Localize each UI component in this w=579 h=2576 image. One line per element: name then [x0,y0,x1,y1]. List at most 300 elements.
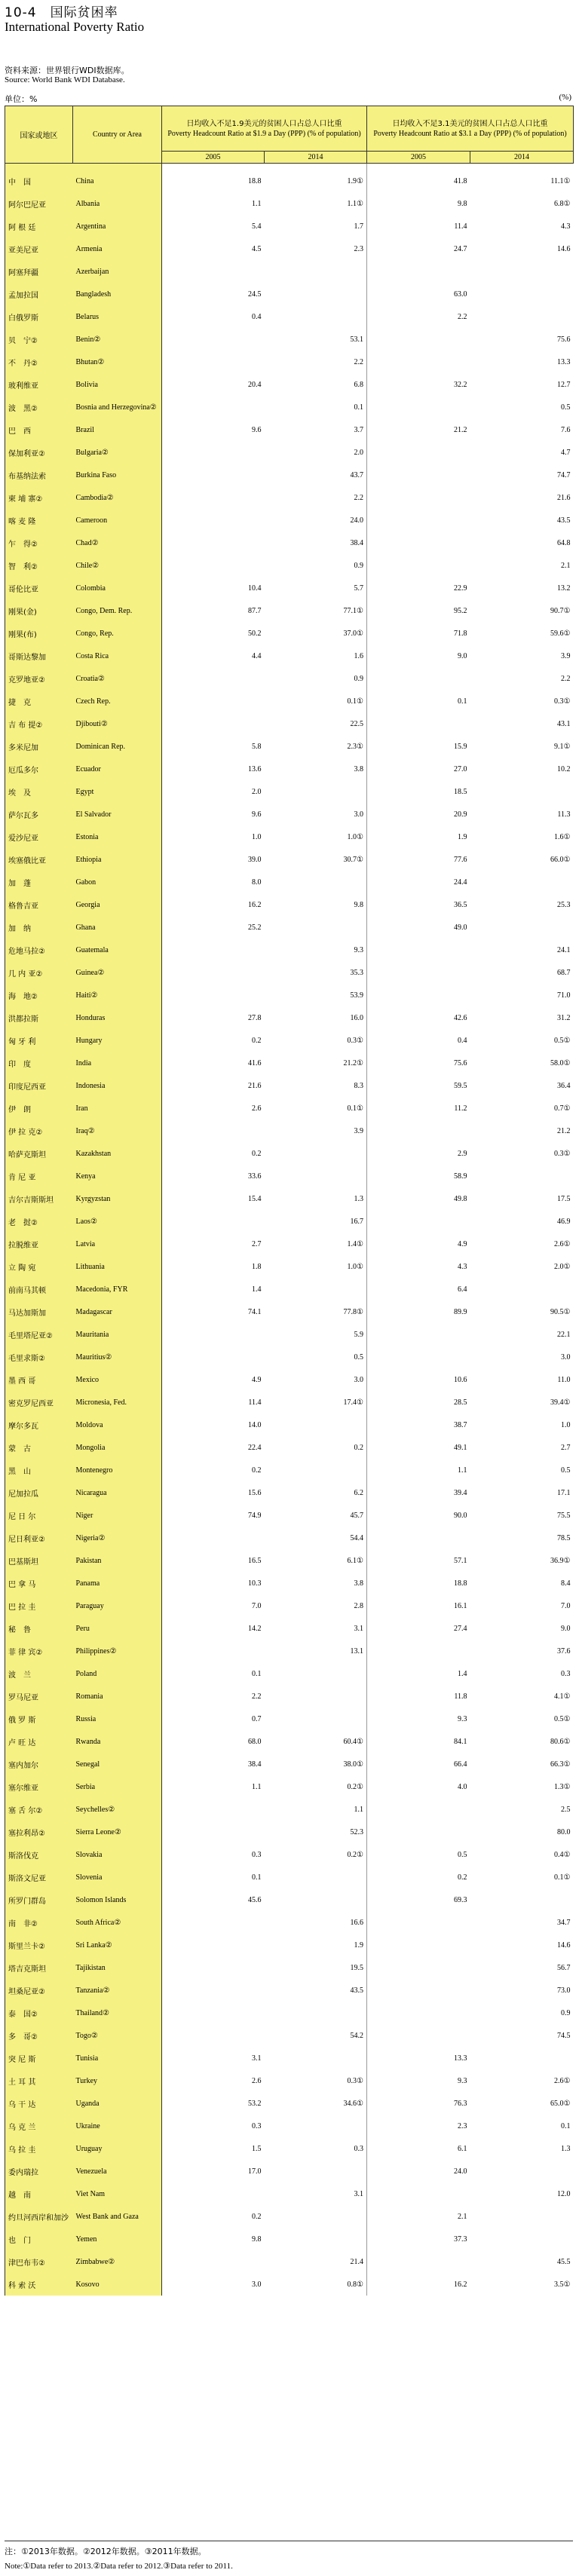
value-1-9-2014: 16.0 [265,1006,367,1029]
value-1-9-2014: 5.7 [265,577,367,599]
country-name-cn: 吉 布 提② [5,712,73,735]
value-3-1-2014: 24.1 [557,945,571,954]
value-1-9-2005: 7.0 [252,1601,262,1610]
table-row [5,622,574,645]
value-1-9-2014: 6.2 [265,1481,367,1504]
table-row [5,1187,574,1210]
value-3-1-2014: 2.5 [561,1805,571,1814]
value-1-9-2014: 0.9 [265,667,367,690]
value-1-9-2014: 1.0① [265,825,367,848]
value-1-9-2014: 13.1 [265,1640,367,1662]
value-3-1-2014: 68.7 [557,968,571,977]
country-name-cn: 菲 律 宾② [5,1640,73,1662]
value-1-9-2005: 4.5 [252,244,262,253]
value-3-1-2005: 24.7 [454,244,467,253]
table-row [5,2069,574,2092]
value-1-9-2014: 1.9 [265,1934,367,1956]
value-1-9-2005: 1.1 [252,199,262,208]
note-chinese: 注：①2013年数据。②2012年数据。③2011年数据。 [5,2547,207,2556]
country-name-en: Montenegro [73,1459,162,1481]
value-3-1-2014: 2.6① [554,2076,571,2085]
value-1-9-2014: 2.8 [265,1594,367,1617]
table-row [5,351,574,373]
title-english: International Poverty Ratio [5,20,145,34]
country-name-en: Bosnia and Herzegovina② [73,396,162,418]
country-name-cn: 克罗地亚② [5,667,73,690]
value-1-9-2005: 9.8 [252,2234,262,2244]
source-chinese: 资料来源：世界银行WDI数据库。 [5,66,130,75]
value-3-1-2005: 20.9 [454,810,467,819]
value-3-1-2005: 71.8 [454,629,467,638]
table-row [5,1481,574,1504]
country-name-cn: 多 哥② [5,2024,73,2047]
value-3-1-2014: 0.5① [554,1036,571,1045]
value-1-9-2005: 2.6 [252,2076,262,2085]
value-3-1-2005: 41.8 [454,176,467,185]
table-row [5,1821,574,1843]
value-3-1-2014 [470,260,574,283]
value-1-9-2005: 15.6 [248,1488,262,1497]
value-3-1-2005 [367,1798,470,1821]
value-1-9-2005: 0.1 [252,1873,262,1882]
value-1-9-2005: 20.4 [248,380,262,389]
table-row [5,373,574,396]
value-1-9-2014: 1.0① [265,1255,367,1278]
value-3-1-2014: 45.5 [557,2257,571,2266]
country-name-en: Mauritius② [73,1346,162,1368]
table-row [5,2250,574,2273]
value-3-1-2014: 43.5 [557,516,571,525]
value-1-9-2005 [162,1640,265,1662]
value-3-1-2014: 8.4 [561,1579,571,1588]
country-name-cn: 喀 麦 隆 [5,509,73,531]
value-3-1-2005: 90.0 [454,1511,467,1520]
country-name-cn: 哥伦比亚 [5,577,73,599]
table-row [5,1617,574,1640]
value-1-9-2005 [162,509,265,531]
country-name-cn: 毛里塔尼亚② [5,1323,73,1346]
value-1-9-2005: 5.4 [252,222,262,231]
value-3-1-2014 [470,780,574,803]
table-row [5,2115,574,2137]
value-3-1-2005: 49.8 [454,1194,467,1203]
value-3-1-2014: 17.1 [557,1488,571,1497]
value-1-9-2014: 0.8① [265,2273,367,2296]
value-3-1-2014: 37.6 [557,1646,571,1656]
table-row [5,758,574,780]
value-1-9-2005: 0.2 [252,2212,262,2221]
country-name-cn: 厄瓜多尔 [5,758,73,780]
value-1-9-2014: 0.2① [265,1775,367,1798]
country-name-en: Latvia [73,1233,162,1255]
value-3-1-2014: 39.4① [550,1398,571,1407]
value-1-9-2005: 18.8 [248,176,262,185]
value-3-1-2005 [367,1821,470,1843]
value-1-9-2005 [162,2182,265,2205]
value-3-1-2005: 6.4 [458,1285,467,1294]
value-3-1-2005: 9.8 [458,199,467,208]
value-1-9-2014 [265,260,367,283]
value-1-9-2014: 6.1① [265,1549,367,1572]
table-row [5,916,574,939]
country-name-en: Dominican Rep. [73,735,162,758]
table-row [5,1979,574,2002]
value-1-9-2005: 0.7 [252,1714,262,1723]
country-name-en: Nicaragua [73,1481,162,1504]
value-3-1-2014: 90.7① [550,606,571,615]
table-row [5,554,574,577]
value-1-9-2005 [162,1323,265,1346]
value-1-9-2014: 24.0 [265,509,367,531]
country-name-en: Kenya [73,1165,162,1187]
value-3-1-2014: 7.6 [561,425,571,434]
value-1-9-2014: 2.3 [265,237,367,260]
value-3-1-2014: 0.3① [554,697,571,706]
value-3-1-2005: 0.5 [458,1850,467,1859]
country-name-en: Brazil [73,418,162,441]
value-1-9-2014: 3.0 [265,803,367,825]
country-name-cn: 阿塞拜疆 [5,260,73,283]
value-3-1-2014: 71.0 [557,991,571,1000]
value-1-9-2005: 4.4 [252,651,262,660]
value-3-1-2014: 12.7 [557,380,571,389]
header-group-1-cn: 日均收入不足1.9美元的贫困人口占总人口比重 [186,119,342,128]
country-name-en: Egypt [73,780,162,803]
country-name-cn: 尼 日 尔 [5,1504,73,1527]
value-3-1-2005 [367,961,470,984]
country-name-cn: 印 度 [5,1052,73,1074]
value-3-1-2014: 0.5① [554,1714,571,1723]
value-3-1-2005: 66.4 [454,1760,467,1769]
value-1-9-2005: 0.2 [252,1036,262,1045]
table-row [5,1866,574,1888]
table-row [5,1210,574,1233]
value-1-9-2005: 0.3 [252,2121,262,2130]
country-name-en: Serbia [73,1775,162,1798]
value-1-9-2005 [162,1979,265,2002]
country-name-cn: 立 陶 宛 [5,1255,73,1278]
country-name-cn: 加 纳 [5,916,73,939]
value-3-1-2005: 0.2 [458,1873,467,1882]
value-1-9-2005 [162,1210,265,1233]
value-3-1-2005 [367,1934,470,1956]
value-3-1-2005 [367,2024,470,2047]
value-3-1-2014: 1.0 [561,1420,571,1429]
value-3-1-2005 [367,712,470,735]
country-name-en: Costa Rica [73,645,162,667]
value-3-1-2005 [367,939,470,961]
country-name-cn: 刚果(布) [5,622,73,645]
value-1-9-2005 [162,712,265,735]
value-3-1-2005 [367,2182,470,2205]
table-row [5,215,574,237]
country-name-en: Chad② [73,531,162,554]
table-row [5,2092,574,2115]
country-name-cn: 塔吉克斯坦 [5,1956,73,1979]
value-1-9-2014: 21.4 [265,2250,367,2273]
country-name-cn: 马达加斯加 [5,1300,73,1323]
value-3-1-2005: 89.9 [454,1307,467,1316]
header-year: 2014 [265,152,367,164]
value-1-9-2014 [265,1459,367,1481]
table-row [5,396,574,418]
country-name-en: Cameroon [73,509,162,531]
value-1-9-2005: 33.6 [248,1172,262,1181]
value-3-1-2014: 34.7 [557,1918,571,1927]
value-3-1-2005 [367,396,470,418]
value-3-1-2005 [367,1979,470,2002]
value-3-1-2005: 75.6 [454,1058,467,1067]
country-name-en: Guatemala [73,939,162,961]
table-row [5,1414,574,1436]
value-1-9-2014: 1.3 [265,1187,367,1210]
country-name-en: China [73,170,162,192]
country-name-cn: 老 挝② [5,1210,73,1233]
country-name-en: Turkey [73,2069,162,2092]
table-row [5,1255,574,1278]
value-3-1-2014: 78.5 [557,1533,571,1542]
table-row [5,1029,574,1052]
value-1-9-2005 [162,260,265,283]
table-row [5,1165,574,1187]
country-name-cn: 塞尔维亚 [5,1775,73,1798]
country-name-cn: 白俄罗斯 [5,305,73,328]
country-name-en: Armenia [73,237,162,260]
value-3-1-2005 [367,531,470,554]
table-row [5,848,574,871]
value-3-1-2005: 22.9 [454,584,467,593]
value-1-9-2014: 3.7 [265,418,367,441]
value-1-9-2014: 52.3 [265,1821,367,1843]
value-1-9-2014: 17.4① [265,1391,367,1414]
table-row [5,1775,574,1798]
table-row [5,1843,574,1866]
value-3-1-2005: 11.2 [454,1104,467,1113]
country-name-cn: 斯里兰卡② [5,1934,73,1956]
country-name-cn: 巴 拿 马 [5,1572,73,1594]
value-1-9-2014 [265,1278,367,1300]
country-name-cn: 塞 舌 尔② [5,1798,73,1821]
country-name-en: Tajikistan [73,1956,162,1979]
table-row [5,192,574,215]
value-3-1-2005: 2.2 [458,312,467,321]
value-3-1-2005: 11.4 [454,222,467,231]
value-1-9-2014: 3.9 [265,1120,367,1142]
header-group-1-en: Poverty Headcount Ratio at $1.9 a Day (PPP) (% of population) [167,129,361,138]
value-3-1-2014 [470,2160,574,2182]
value-1-9-2005 [162,1527,265,1549]
country-name-cn: 保加利亚② [5,441,73,464]
value-1-9-2014: 1.6 [265,645,367,667]
value-3-1-2014: 0.4① [554,1850,571,1859]
value-3-1-2014: 75.5 [557,1511,571,1520]
value-3-1-2014: 64.8 [557,538,571,547]
table-row [5,871,574,893]
country-name-cn: 危地马拉② [5,939,73,961]
value-1-9-2014: 5.9 [265,1323,367,1346]
value-1-9-2005 [162,1346,265,1368]
country-name-en: Rwanda [73,1730,162,1753]
value-3-1-2014: 75.6 [557,335,571,344]
country-name-cn: 匈 牙 利 [5,1029,73,1052]
value-1-9-2005 [162,984,265,1006]
value-1-9-2014: 2.3① [265,735,367,758]
country-name-en: Gabon [73,871,162,893]
table-row [5,893,574,916]
country-name-en: Sri Lanka② [73,1934,162,1956]
value-1-9-2005: 1.4 [252,1285,262,1294]
country-name-cn: 罗马尼亚 [5,1685,73,1708]
country-name-en: Iraq② [73,1120,162,1142]
value-1-9-2014: 2.2 [265,351,367,373]
country-name-cn: 墨 西 哥 [5,1368,73,1391]
value-1-9-2005 [162,2250,265,2273]
country-name-en: Argentina [73,215,162,237]
value-3-1-2014: 22.1 [557,1330,571,1339]
country-name-cn: 乌 拉 圭 [5,2137,73,2160]
value-1-9-2014: 35.3 [265,961,367,984]
source-english: Source: World Bank WDI Database. [5,75,125,84]
value-1-9-2014: 43.7 [265,464,367,486]
value-3-1-2014: 3.9 [561,651,571,660]
table-row [5,1956,574,1979]
value-1-9-2014 [265,283,367,305]
value-1-9-2014: 0.2① [265,1843,367,1866]
header-group-2-cn: 日均收入不足3.1美元的贫困人口占总人口比重 [392,119,548,128]
country-name-en: Estonia [73,825,162,848]
value-1-9-2005 [162,2024,265,2047]
value-1-9-2005: 2.0 [252,787,262,796]
value-1-9-2005 [162,1798,265,1821]
value-3-1-2014: 66.0① [550,855,571,864]
value-3-1-2014: 90.5① [550,1307,571,1316]
value-3-1-2014: 74.5 [557,2031,571,2040]
country-name-en: Georgia [73,893,162,916]
country-name-en: Laos② [73,1210,162,1233]
country-name-cn: 巴 拉 圭 [5,1594,73,1617]
value-3-1-2014: 11.3 [557,810,571,819]
value-1-9-2005: 1.1 [252,1782,262,1791]
table-row [5,577,574,599]
value-1-9-2014 [265,780,367,803]
country-name-cn: 吉尔吉斯斯坦 [5,1187,73,1210]
country-name-cn: 波 黑② [5,396,73,418]
value-1-9-2014 [265,1414,367,1436]
table-row [5,1527,574,1549]
value-3-1-2014: 2.2 [561,674,571,683]
table-row [5,1798,574,1821]
table-row [5,170,574,192]
unit-label: 单位：% [5,94,38,104]
country-name-cn: 埃 及 [5,780,73,803]
value-1-9-2014: 1.4① [265,1233,367,1255]
table-row [5,1142,574,1165]
table-row [5,1662,574,1685]
country-name-cn: 萨尔瓦多 [5,803,73,825]
value-3-1-2005: 49.0 [454,923,467,932]
value-1-9-2014: 0.1① [265,690,367,712]
value-3-1-2014: 66.3① [550,1760,571,1769]
value-3-1-2005: 63.0 [454,289,467,299]
header-year: 2005 [367,152,470,164]
value-1-9-2005: 50.2 [248,629,262,638]
country-name-en: Tunisia [73,2047,162,2069]
value-1-9-2014: 2.0 [265,441,367,464]
value-3-1-2014: 13.2 [557,584,571,593]
country-name-cn: 摩尔多瓦 [5,1414,73,1436]
country-name-cn: 蒙 古 [5,1436,73,1459]
value-3-1-2014: 73.0 [557,1986,571,1995]
table-row [5,328,574,351]
value-3-1-2005: 2.1 [458,2212,467,2221]
country-name-cn: 突 尼 斯 [5,2047,73,2069]
country-name-en: Slovakia [73,1843,162,1866]
value-3-1-2005: 69.3 [454,1895,467,1904]
country-name-cn: 海 地② [5,984,73,1006]
value-3-1-2005 [367,1210,470,1233]
country-name-cn: 伊 拉 克② [5,1120,73,1142]
value-1-9-2014: 38.4 [265,531,367,554]
country-name-en: Djibouti② [73,712,162,735]
table-row [5,1753,574,1775]
value-1-9-2014 [265,2228,367,2250]
value-3-1-2014: 2.6① [554,1239,571,1248]
value-1-9-2005: 5.8 [252,742,262,751]
country-name-en: Uganda [73,2092,162,2115]
country-name-en: Mongolia [73,1436,162,1459]
value-3-1-2005: 28.5 [454,1398,467,1407]
value-1-9-2005: 13.6 [248,764,262,773]
value-3-1-2005: 16.2 [454,2280,467,2289]
country-name-en: West Bank and Gaza [73,2205,162,2228]
value-1-9-2005: 0.2 [252,1149,262,1158]
value-1-9-2014: 3.1 [265,2182,367,2205]
country-name-en: Seychelles② [73,1798,162,1821]
value-1-9-2005: 74.1 [248,1307,262,1316]
country-name-cn: 乍 得② [5,531,73,554]
value-3-1-2005: 84.1 [454,1737,467,1746]
value-3-1-2005: 2.3 [458,2121,467,2130]
value-1-9-2005: 27.8 [248,1013,262,1022]
value-3-1-2014: 36.9① [550,1556,571,1565]
country-name-cn: 玻利维亚 [5,373,73,396]
table-row [5,1006,574,1029]
value-1-9-2014: 3.1 [265,1617,367,1640]
value-3-1-2014: 1.3 [561,2144,571,2153]
table-row [5,2047,574,2069]
table-row [5,1888,574,1911]
table-row [5,1233,574,1255]
value-1-9-2005: 0.1 [252,1669,262,1678]
value-1-9-2014: 3.8 [265,1572,367,1594]
country-name-en: Belarus [73,305,162,328]
value-1-9-2005: 24.5 [248,289,262,299]
value-3-1-2005: 15.9 [454,742,467,751]
country-name-en: Kyrgyzstan [73,1187,162,1210]
value-3-1-2014 [470,871,574,893]
value-3-1-2005: 27.4 [454,1624,467,1633]
value-3-1-2005 [367,1323,470,1346]
value-3-1-2005 [367,464,470,486]
value-3-1-2014: 36.4 [557,1081,571,1090]
value-1-9-2014: 54.2 [265,2024,367,2047]
value-3-1-2005 [367,328,470,351]
table-row [5,1278,574,1300]
table-row [5,667,574,690]
value-3-1-2005: 38.7 [454,1420,467,1429]
value-3-1-2005 [367,667,470,690]
table-row [5,1323,574,1346]
